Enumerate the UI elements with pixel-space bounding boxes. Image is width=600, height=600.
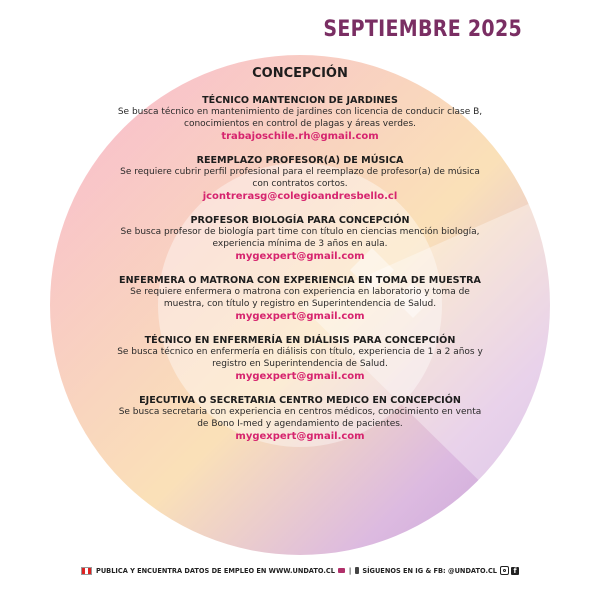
job-listing [110, 215, 490, 263]
footer-publish-text[interactable]: PUBLICA Y ENCUENTRA DATOS DE EMPLEO EN WWW.UNDATO.CL [95, 566, 335, 575]
job-description-line: Se busca secretaria con experiencia en centros médicos, conocimiento en venta [118, 407, 482, 417]
job-title: PROFESOR BIOLOGÍA PARA CONCEPCIÓN [190, 215, 410, 226]
job-email-link[interactable]: jcontrerasg@colegioandresbello.cl [202, 191, 398, 202]
job-title: ENFERMERA O MATRONA CON EXPERIENCIA EN TOMA DE MUESTRA [119, 275, 481, 286]
job-description-line: conocimientos en control de plagas y áreas verdes. [184, 118, 416, 129]
job-description-line: Se busca profesor de biología part time con título en ciencias mención biología, [120, 227, 480, 237]
job-title: TÉCNICO EN ENFERMERÍA EN DIÁLISIS PARA CONCEPCIÓN [144, 335, 456, 346]
job-description-line: Se requiere enfermera o matrona con experiencia en laboratorio y toma de [130, 287, 470, 297]
job-email-link[interactable]: mygexpert@gmail.com [235, 251, 365, 262]
header-date: SEPTIEMBRE 2025 [323, 16, 522, 42]
job-description-line: Se busca técnico en enfermería en diálisis con título, experiencia de 1 a 2 años y [117, 347, 483, 357]
footer-separator: | [348, 566, 352, 575]
job-title: EJECUTIVA O SECRETARIA CENTRO MEDICO EN CONCEPCIÓN [139, 395, 461, 406]
job-description-line: Se busca técnico en mantenimiento de jardines con licencia de conducir clase B, [117, 107, 483, 117]
job-listings [110, 66, 490, 455]
job-listing [110, 95, 490, 143]
briefcase-icon [338, 568, 345, 573]
job-email-link[interactable]: mygexpert@gmail.com [235, 431, 365, 442]
phone-icon [355, 567, 359, 574]
job-description-line: muestra, con título y registro en Superintendencia de Salud. [163, 298, 437, 309]
job-listing [110, 155, 490, 203]
job-listing [110, 395, 490, 443]
job-listing [110, 335, 490, 383]
job-email-link[interactable]: mygexpert@gmail.com [235, 371, 365, 382]
job-description-line: con contratos cortos. [252, 178, 348, 189]
job-description-line: de Bono I-med y agendamiento de pacientes. [197, 418, 403, 429]
job-description-line: registro en Superintendencia de Salud. [212, 358, 388, 369]
facebook-icon[interactable]: f [511, 567, 519, 575]
chile-flag-icon [81, 567, 92, 575]
footer-follow-text: SÍGUENOS EN IG & FB: @UNDATO.CL [362, 566, 498, 575]
job-title: REEMPLAZO PROFESOR(A) DE MÚSICA [196, 155, 404, 166]
job-description-line: Se requiere cubrir perfil profesional para el reemplazo de profesor(a) de música [120, 167, 480, 177]
job-listing [110, 275, 490, 323]
job-description-line: experiencia mínima de 3 años en aula. [212, 238, 388, 249]
city-heading: CONCEPCIÓN [252, 66, 348, 81]
job-title: TÉCNICO MANTENCION DE JARDINES [202, 95, 398, 106]
footer-bar [60, 566, 540, 575]
job-email-link[interactable]: trabajoschile.rh@gmail.com [221, 131, 379, 142]
instagram-icon[interactable] [500, 566, 509, 575]
job-email-link[interactable]: mygexpert@gmail.com [235, 311, 365, 322]
